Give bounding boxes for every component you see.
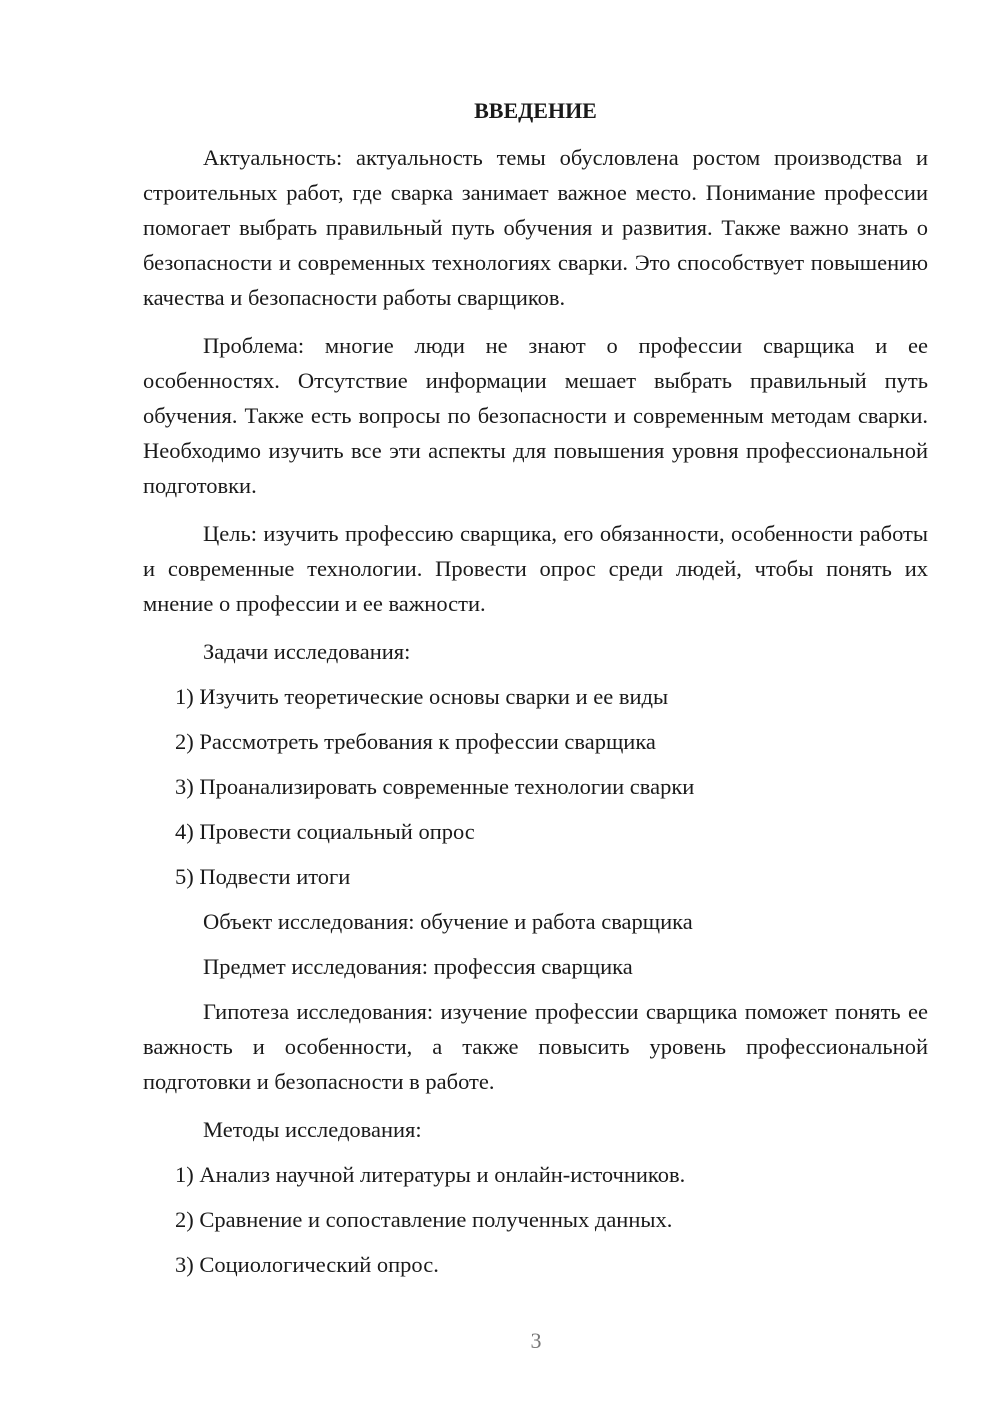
tasks-list bbox=[143, 679, 928, 894]
relevance-paragraph: Актуальность: актуальность темы обусловлена ростом производства и строительных работ, где сварка занимает важное место. Понимание профессии помогает выбрать правильный путь обучения и развития. Также важно знать о безопасности и современных технологиях сварки. Это способствует повышению качества и безопасности работы сварщиков. bbox=[143, 145, 928, 310]
list-item: 4) Провести социальный опрос bbox=[175, 819, 475, 844]
list-item: 2) Рассмотреть требования к профессии сварщика bbox=[175, 729, 656, 754]
list-item: 2) Сравнение и сопоставление полученных данных. bbox=[175, 1207, 673, 1232]
page-number: 3 bbox=[530, 1328, 542, 1353]
object-paragraph: Объект исследования: обучение и работа сварщика bbox=[203, 909, 693, 934]
methods-heading: Методы исследования: bbox=[203, 1117, 422, 1142]
page-title: ВВЕДЕНИЕ bbox=[474, 98, 597, 123]
tasks-heading: Задачи исследования: bbox=[203, 639, 411, 664]
list-item: 3) Проанализировать современные технологии сварки bbox=[175, 774, 695, 799]
hypothesis-paragraph: Гипотеза исследования: изучение профессии сварщика поможет понять ее важность и особенности, а также повысить уровень профессиональной подготовки и безопасности в работе. bbox=[143, 999, 928, 1094]
list-item: 3) Социологический опрос. bbox=[175, 1252, 439, 1277]
list-item: 5) Подвести итоги bbox=[175, 864, 351, 889]
document-body bbox=[143, 93, 928, 1292]
problem-paragraph: Проблема: многие люди не знают о профессии сварщика и ее особенностях. Отсутствие информации мешает выбрать правильный путь обучения. Также есть вопросы по безопасности и современным методам сварки. Необходимо изучить все эти аспекты для повышения уровня профессиональной подготовки. bbox=[143, 333, 928, 498]
list-item: 1) Анализ научной литературы и онлайн-источников. bbox=[175, 1162, 686, 1187]
goal-paragraph: Цель: изучить профессию сварщика, его обязанности, особенности работы и современные технологии. Провести опрос среди людей, чтобы понять их мнение о профессии и ее важности. bbox=[143, 521, 928, 616]
subject-paragraph: Предмет исследования: профессия сварщика bbox=[203, 954, 633, 979]
list-item: 1) Изучить теоретические основы сварки и ее виды bbox=[175, 684, 669, 709]
methods-list bbox=[143, 1157, 928, 1282]
